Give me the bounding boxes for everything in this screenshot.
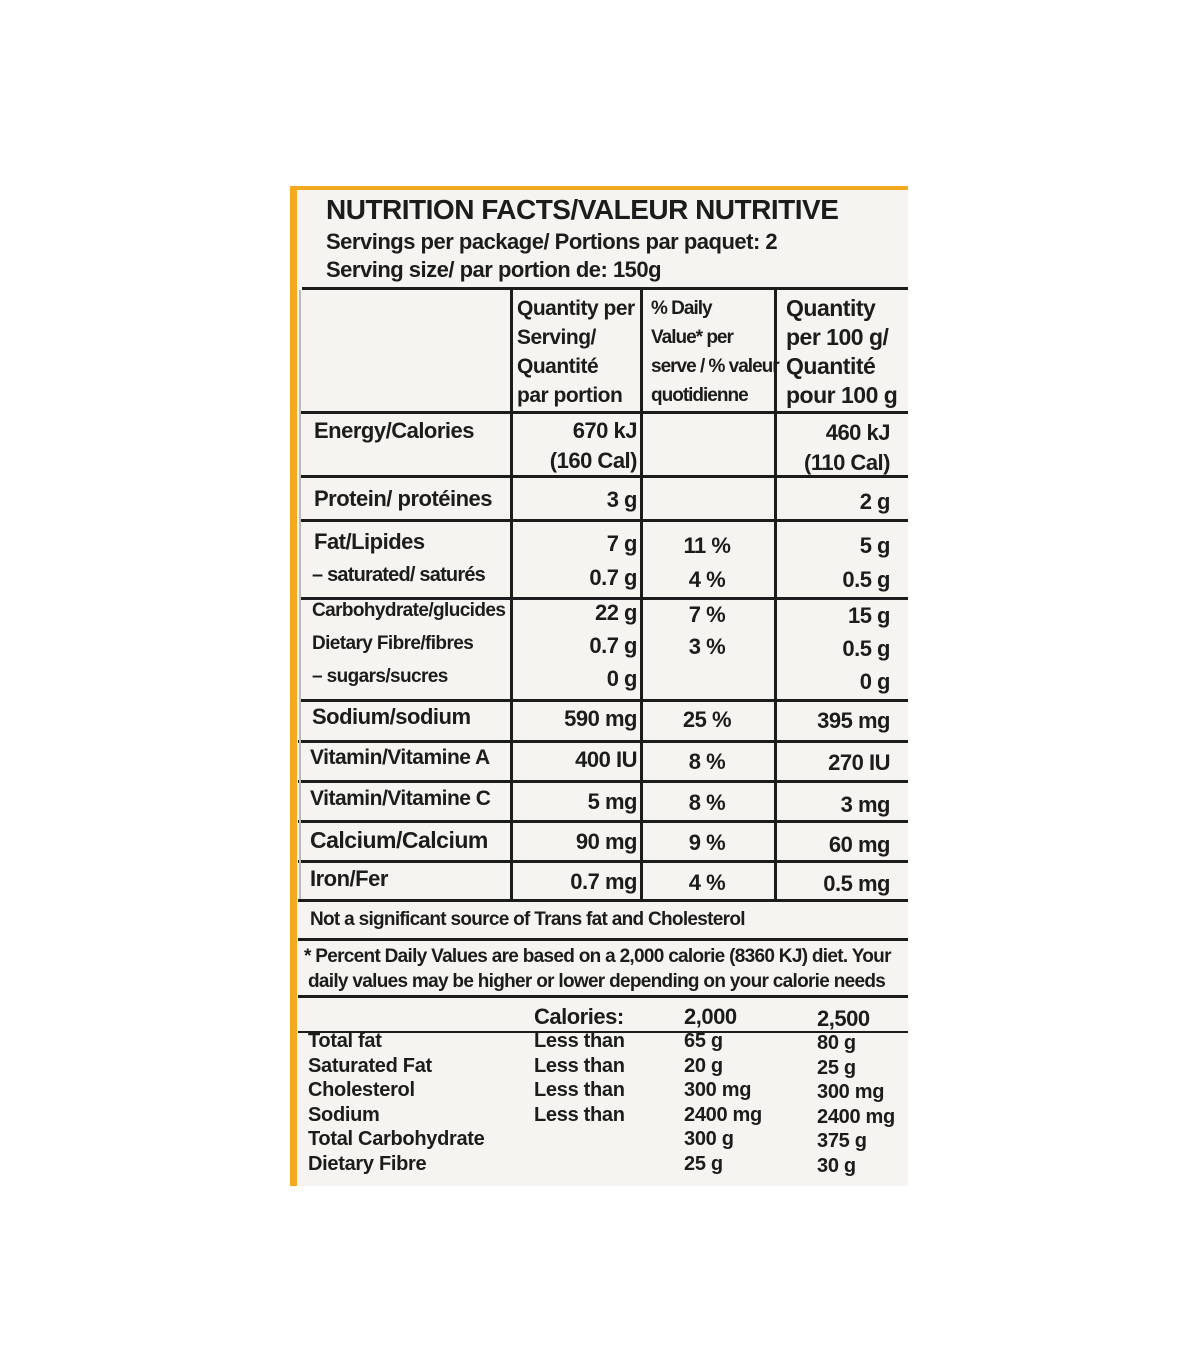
footnote-line-2: daily values may be higher or lower depending on your calorie needs [308, 971, 886, 992]
rule-header-bottom [300, 411, 908, 414]
sugars-label: – sugars/sucres [312, 666, 448, 687]
fat-serving: 7 g [606, 531, 637, 556]
vitamin-a-serving: 400 IU [575, 747, 637, 772]
dv-value-2500: 80 g [817, 1032, 856, 1054]
calcium-dv: 9 % [688, 830, 726, 855]
vitamin-c-dv: 8 % [688, 790, 726, 815]
dv-value-2500: 300 mg [817, 1081, 885, 1103]
dv-value-2000: 20 g [684, 1055, 723, 1077]
carbohydrate-label: Carbohydrate/glucides [312, 600, 506, 621]
rule-vitamin-a [298, 780, 908, 783]
vitamin-a-label: Vitamin/Vitamine A [310, 746, 490, 769]
sodium-serving: 590 mg [564, 706, 637, 731]
sodium-label: Sodium/sodium [312, 704, 471, 729]
header-daily-value: % Daily Value* per serve / % valeur quotidienne [651, 298, 779, 406]
vitamin-c-per100: 3 mg [840, 792, 890, 817]
dv-value-2500: 25 g [817, 1057, 856, 1079]
protein-per100: 2 g [859, 489, 890, 514]
fibre-label: Dietary Fibre/fibres [312, 633, 474, 654]
dv-nutrient: Total Carbohydrate [308, 1128, 485, 1150]
vitamin-a-dv: 8 % [688, 749, 726, 774]
dv-value-2500: 375 g [817, 1130, 867, 1152]
serving-size: Serving size/ par portion de: 150g [326, 257, 662, 282]
saturated-label: – saturated/ saturés [312, 564, 485, 586]
footnote-line-1: * Percent Daily Values are based on a 2,000 calorie (8360 KJ) diet. Your [304, 946, 891, 967]
carbohydrate-dv: 7 % [688, 602, 726, 627]
energy-per100-kj: 460 kJ [825, 420, 890, 445]
dv-qualifier: Less than [534, 1104, 625, 1126]
saturated-serving: 0.7 g [589, 565, 637, 590]
dv-value-2500: 30 g [817, 1155, 856, 1177]
saturated-per100: 0.5 g [842, 567, 890, 592]
calcium-serving: 90 mg [575, 829, 637, 854]
calcium-label: Calcium/Calcium [310, 827, 488, 853]
iron-per100: 0.5 mg [823, 871, 890, 896]
protein-serving: 3 g [606, 487, 637, 512]
energy-serving-cal: (160 Cal) [549, 448, 637, 473]
fibre-per100: 0.5 g [842, 636, 890, 661]
fat-label: Fat/Lipides [314, 529, 425, 554]
col-line-left [299, 290, 301, 899]
fibre-dv: 3 % [688, 634, 726, 659]
rule-sodium [298, 740, 908, 743]
sugars-per100: 0 g [859, 669, 890, 694]
iron-dv: 4 % [688, 870, 726, 895]
energy-per100-cal: (110 Cal) [804, 450, 890, 475]
rule-calcium [298, 860, 908, 863]
dv-col-2000: 2,000 [684, 1004, 737, 1029]
sodium-dv: 25 % [682, 707, 732, 732]
calcium-per100: 60 mg [828, 832, 890, 857]
dv-value-2000: 65 g [684, 1030, 723, 1052]
dv-value-2000: 300 g [684, 1128, 734, 1150]
label-title: NUTRITION FACTS/VALEUR NUTRITIVE [326, 194, 839, 225]
vitamin-a-per100: 270 IU [828, 750, 890, 775]
dv-col-2500: 2,500 [817, 1006, 870, 1031]
servings-per-package: Servings per package/ Portions par paquet: 2 [326, 229, 778, 254]
nutrition-label [290, 186, 908, 1186]
header-per-serving: Quantity per Serving/ Quantité par portion [517, 297, 635, 407]
vitamin-c-serving: 5 mg [587, 789, 637, 814]
rule-carbohydrate [300, 699, 908, 702]
header-per-100g: Quantity per 100 g/ Quantité pour 100 g [786, 295, 898, 408]
trans-fat-note: Not a significant source of Trans fat and Cholesterol [310, 909, 745, 930]
dv-value-2000: 300 mg [684, 1079, 752, 1101]
dv-qualifier: Less than [534, 1055, 625, 1077]
fat-dv: 11 % [683, 533, 731, 558]
fibre-serving: 0.7 g [589, 633, 637, 658]
rule-vitamin-c [298, 820, 908, 823]
orange-edge-top [290, 186, 908, 190]
sugars-serving: 0 g [606, 666, 637, 691]
fat-per100: 5 g [859, 533, 890, 558]
carbohydrate-per100: 15 g [847, 603, 890, 628]
rule-iron [298, 899, 908, 902]
rule-protein [300, 519, 908, 522]
dv-nutrient: Total fat [308, 1030, 382, 1052]
iron-label: Iron/Fer [310, 866, 388, 891]
orange-edge-left [290, 186, 297, 1186]
dv-calories-label: Calories: [534, 1004, 624, 1029]
dv-nutrient: Dietary Fibre [308, 1153, 427, 1175]
dv-nutrient: Cholesterol [308, 1079, 415, 1101]
dv-qualifier: Less than [534, 1030, 625, 1052]
dv-value-2500: 2400 mg [817, 1106, 895, 1128]
iron-serving: 0.7 mg [570, 869, 637, 894]
dv-nutrient: Saturated Fat [308, 1055, 432, 1077]
rule-header-top [302, 287, 908, 290]
sodium-per100: 395 mg [817, 708, 890, 733]
energy-label: Energy/Calories [314, 418, 475, 443]
protein-label: Protein/ protéines [314, 486, 493, 511]
energy-serving-kj: 670 kJ [572, 418, 637, 443]
rule-footnote [298, 995, 908, 998]
rule-trans-note [298, 938, 908, 941]
dv-qualifier: Less than [534, 1079, 625, 1101]
saturated-dv: 4 % [688, 567, 726, 592]
vitamin-c-label: Vitamin/Vitamine C [310, 787, 491, 810]
carbohydrate-serving: 22 g [594, 600, 637, 625]
dv-value-2000: 25 g [684, 1153, 723, 1175]
dv-nutrient: Sodium [308, 1104, 380, 1126]
dv-value-2000: 2400 mg [684, 1104, 762, 1126]
